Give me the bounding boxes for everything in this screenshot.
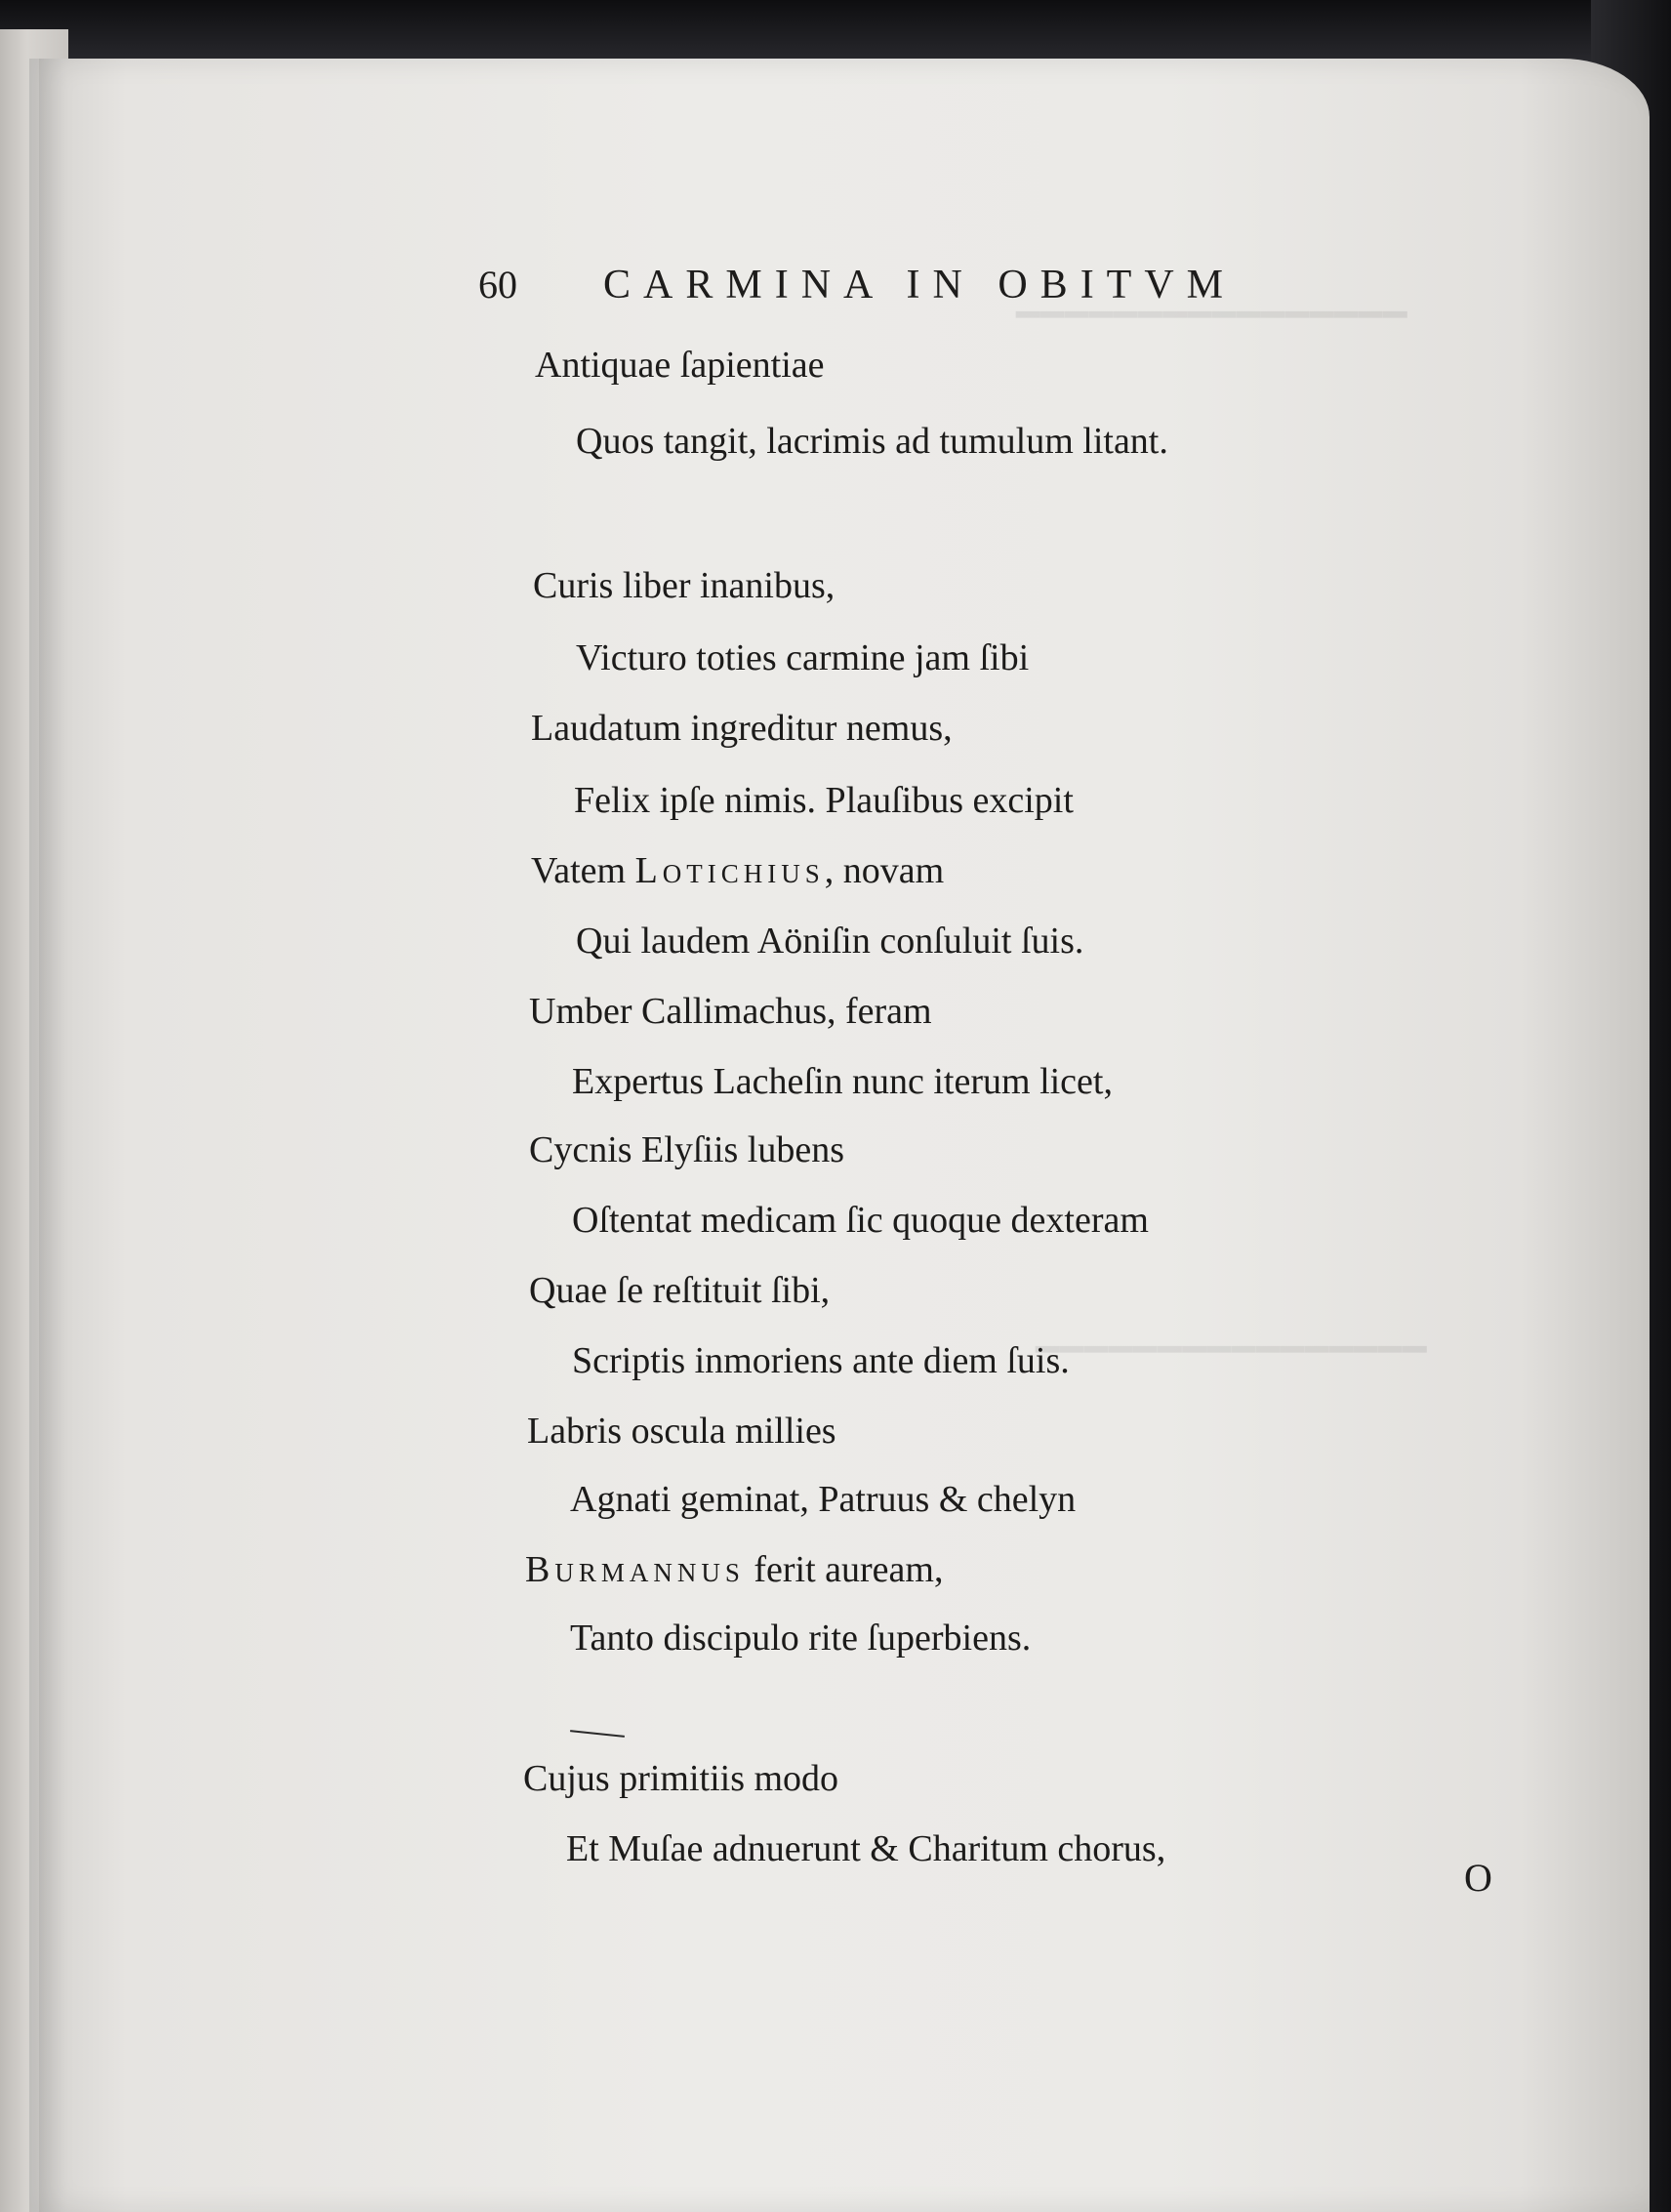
verse-line: Laudatum ingreditur nemus,	[531, 708, 953, 749]
show-through-line: ━━━━━━━━━━━━━━━━	[1015, 293, 1407, 338]
verse-line: Victuro toties carmine jam ſibi	[576, 637, 1030, 678]
page-gutter	[39, 59, 66, 2212]
verse-line: Agnati geminat, Patruus & chelyn	[570, 1479, 1077, 1520]
verse-text: ferit auream,	[744, 1549, 944, 1590]
page-number: 60	[478, 263, 517, 307]
verse-line	[531, 849, 944, 892]
verse-line: Qui laudem Aöniſin conſuluit ſuis.	[576, 921, 1084, 962]
verse-line: Tanto discipulo rite ſuperbiens.	[570, 1618, 1032, 1659]
verse-line: Curis liber inanibus,	[533, 565, 836, 606]
verse-line: Cycnis Elyſiis lubens	[529, 1129, 844, 1170]
verse-line: Cujus primitiis modo	[523, 1758, 839, 1799]
verse-line: Felix ipſe nimis. Plauſibus excipit	[574, 780, 1074, 821]
verse-line: Expertus Lacheſin nunc iterum licet,	[572, 1061, 1113, 1102]
verse-line: Umber Callimachus, feram	[529, 991, 932, 1032]
proper-name: Lotichius	[634, 850, 825, 891]
catchword: O	[1464, 1856, 1492, 1900]
verse-text: Vatem	[531, 850, 635, 891]
verse-line	[525, 1548, 943, 1591]
verse-line: Quae ſe reſtituit ſibi,	[529, 1270, 831, 1311]
verse-line: Et Muſae adnuerunt & Charitum chorus,	[566, 1828, 1166, 1869]
verse-text: , novam	[824, 850, 945, 891]
running-head: CARMINA IN OBITVM	[603, 263, 1237, 307]
verse-line: Antiquae ſapientiae	[535, 345, 825, 386]
verse-line: Labris oscula millies	[527, 1411, 836, 1452]
verse-line: Quos tangit, lacrimis ad tumulum litant.	[576, 421, 1168, 462]
page-header	[478, 262, 1454, 320]
verse-line: Scriptis inmoriens ante diem ſuis.	[572, 1340, 1070, 1381]
show-through-line: ━━━━━━━━━━━━━━━━	[1035, 1328, 1427, 1372]
verse-line: Oſtentat medicam ſic quoque dexteram	[572, 1200, 1149, 1241]
proper-name: Burmannus	[525, 1549, 745, 1590]
